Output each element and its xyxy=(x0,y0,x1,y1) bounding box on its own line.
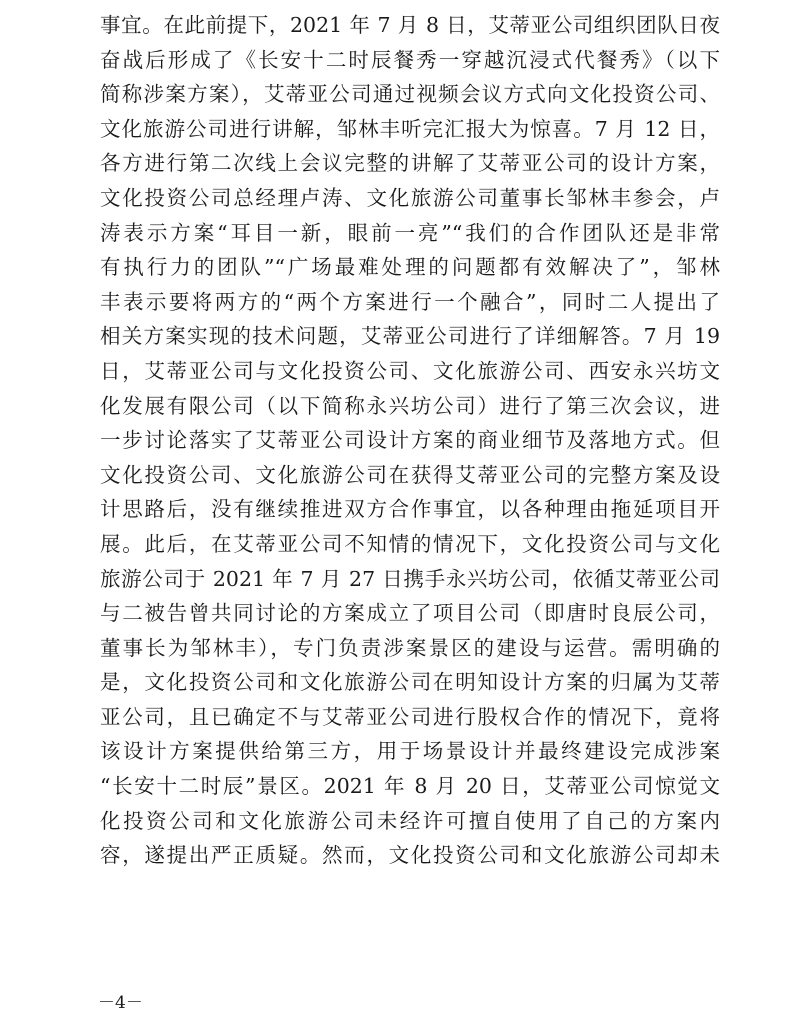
text-line: 计思路后，没有继续推进双方合作事宜，以各种理由拖延项目开 xyxy=(100,497,720,522)
text-line: 旅游公司于 2021 年 7 月 27 日携手永兴坊公司，依循艾蒂亚公司 xyxy=(100,566,720,591)
text-line: 丰表示要将两方的“两个方案进行一个融合”，同时二人提出了 xyxy=(100,289,720,314)
text-line: 奋战后形成了《长安十二时辰餐秀一穿越沉浸式代餐秀》（以下 xyxy=(100,47,720,72)
page-number: －4－ xyxy=(98,993,143,1013)
text-line: 化投资公司和文化旅游公司未经许可擅自使用了自己的方案内 xyxy=(100,808,720,833)
text-line: 有执行力的团队”“广场最难处理的问题都有效解决了”，邹林 xyxy=(100,255,720,280)
text-line: 相关方案实现的技术问题，艾蒂亚公司进行了详细解答。7 月 19 xyxy=(100,324,720,349)
text-line: 简称涉案方案），艾蒂亚公司通过视频会议方式向文化投资公司、 xyxy=(100,82,720,107)
text-line: 展。此后，在艾蒂亚公司不知情的情况下，文化投资公司与文化 xyxy=(100,531,720,556)
text-line: 与二被告曾共同讨论的方案成立了项目公司（即唐时良辰公司， xyxy=(100,601,720,626)
text-line: 事宜。在此前提下，2021 年 7 月 8 日，艾蒂亚公司组织团队日夜 xyxy=(100,13,720,37)
text-line: 各方进行第二次线上会议完整的讲解了艾蒂亚公司的设计方案， xyxy=(100,151,720,176)
text-line: 董事长为邹林丰），专门负责涉案景区的建设与运营。需明确的 xyxy=(100,635,720,660)
text-line: 是，文化投资公司和文化旅游公司在明知设计方案的归属为艾蒂 xyxy=(100,670,720,695)
text-line: 容，遂提出严正质疑。然而，文化投资公司和文化旅游公司却未 xyxy=(100,843,720,868)
text-line: 日，艾蒂亚公司与文化投资公司、文化旅游公司、西安永兴坊文 xyxy=(100,358,720,383)
text-line: 涛表示方案“耳目一新，眼前一亮”“我们的合作团队还是非常 xyxy=(100,220,720,245)
text-line: 化发展有限公司（以下简称永兴坊公司）进行了第三次会议，进 xyxy=(100,393,720,418)
text-line: 该设计方案提供给第三方，用于场景设计并最终建设完成涉案 xyxy=(100,739,720,764)
body-text xyxy=(100,8,720,873)
text-line: 文化旅游公司进行讲解，邹林丰听完汇报大为惊喜。7 月 12 日， xyxy=(100,116,720,141)
text-line: 亚公司，且已确定不与艾蒂亚公司进行股权合作的情况下，竟将 xyxy=(100,704,720,729)
text-line: 文化投资公司总经理卢涛、文化旅游公司董事长邹林丰参会，卢 xyxy=(100,185,720,210)
text-line: “长安十二时辰”景区。2021 年 8 月 20 日，艾蒂亚公司惊觉文 xyxy=(100,774,720,799)
text-line: 文化投资公司、文化旅游公司在获得艾蒂亚公司的完整方案及设 xyxy=(100,462,720,487)
text-line: 一步讨论落实了艾蒂亚公司设计方案的商业细节及落地方式。但 xyxy=(100,428,720,453)
